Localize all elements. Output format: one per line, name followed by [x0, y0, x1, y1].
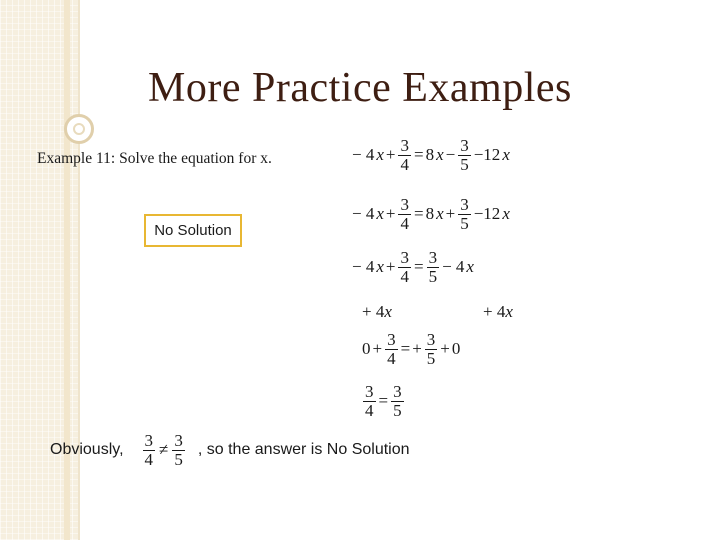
fraction: [172, 432, 185, 469]
denominator: 4: [400, 154, 409, 174]
operator: +: [385, 257, 396, 277]
operator: +: [440, 339, 450, 359]
decorative-ring-icon: [64, 114, 94, 144]
var-x: x: [384, 302, 392, 321]
numerator: 3: [144, 431, 154, 450]
numerator: 3: [426, 330, 436, 349]
term: + 4: [483, 302, 506, 321]
var-x: x: [436, 204, 444, 224]
example-prompt: Example 11: Solve the equation for x.: [37, 150, 272, 167]
term: + 4: [362, 302, 385, 321]
operator: +: [372, 339, 383, 359]
denominator: 5: [393, 400, 402, 420]
fraction: [143, 432, 156, 469]
term: − 4: [352, 257, 375, 277]
equation-step-2: [352, 249, 474, 286]
numerator: 3: [428, 248, 438, 267]
equation-step-3-right: [483, 302, 513, 322]
equation-step-1: [352, 196, 510, 233]
fraction: [398, 137, 411, 174]
fraction: [385, 331, 398, 368]
numerator: 3: [387, 330, 396, 349]
numerator: 3: [400, 195, 409, 214]
var-x: x: [436, 145, 444, 165]
numerator: 3: [400, 136, 409, 155]
fraction: [458, 196, 471, 233]
equals: =: [413, 145, 424, 165]
numerator: 3: [393, 382, 402, 401]
not-equal-sign: ≠: [159, 440, 169, 460]
var-x: x: [376, 204, 384, 224]
var-x: x: [376, 145, 384, 165]
numerator: 3: [460, 136, 469, 155]
denominator: 4: [144, 449, 154, 469]
term: − 4: [442, 257, 465, 277]
conclusion-tail: , so the answer is No Solution: [197, 441, 410, 459]
term: 0: [362, 339, 371, 359]
conclusion-line: [50, 432, 410, 469]
var-x: x: [502, 145, 510, 165]
equals: =: [378, 391, 389, 411]
operator: −: [445, 145, 456, 165]
decorative-ring-inner: [73, 123, 85, 135]
equals: =: [400, 339, 411, 359]
term: 8: [425, 145, 435, 165]
var-x: x: [502, 204, 510, 224]
denominator: 4: [387, 348, 396, 368]
fraction: [398, 196, 411, 233]
fraction: [398, 249, 411, 286]
denominator: 4: [365, 400, 374, 420]
equation-step-4: [362, 331, 460, 368]
equation-step-5: [362, 383, 405, 420]
denominator: 4: [400, 266, 409, 286]
numerator: 3: [174, 431, 183, 450]
equals: =: [413, 204, 424, 224]
denominator: 5: [460, 154, 469, 174]
numerator: 3: [365, 382, 374, 401]
denominator: 4: [400, 213, 409, 233]
denominator: 5: [174, 449, 183, 469]
conclusion-lead: Obviously,: [50, 441, 124, 459]
operator: +: [385, 145, 396, 165]
term: 8: [425, 204, 435, 224]
denominator: 5: [460, 213, 469, 233]
answer-box: No Solution: [144, 214, 242, 247]
operator: +: [412, 339, 422, 359]
term: −12: [473, 204, 501, 224]
numerator: 3: [400, 248, 409, 267]
term: − 4: [352, 145, 375, 165]
operator: +: [445, 204, 456, 224]
fraction: [363, 383, 376, 420]
equation-given: [352, 137, 510, 174]
equation-step-3-left: [362, 302, 392, 322]
var-x: x: [466, 257, 474, 277]
fraction: [425, 331, 438, 368]
equals: =: [413, 257, 424, 277]
var-x: x: [505, 302, 513, 321]
term: −12: [473, 145, 501, 165]
term: 0: [451, 339, 461, 359]
denominator: 5: [426, 348, 436, 368]
fraction: [391, 383, 404, 420]
fraction: [427, 249, 440, 286]
slide-title: More Practice Examples: [148, 65, 572, 111]
fraction: [458, 137, 471, 174]
operator: +: [385, 204, 396, 224]
term: − 4: [352, 204, 375, 224]
var-x: x: [376, 257, 384, 277]
numerator: 3: [460, 195, 469, 214]
denominator: 5: [428, 266, 438, 286]
